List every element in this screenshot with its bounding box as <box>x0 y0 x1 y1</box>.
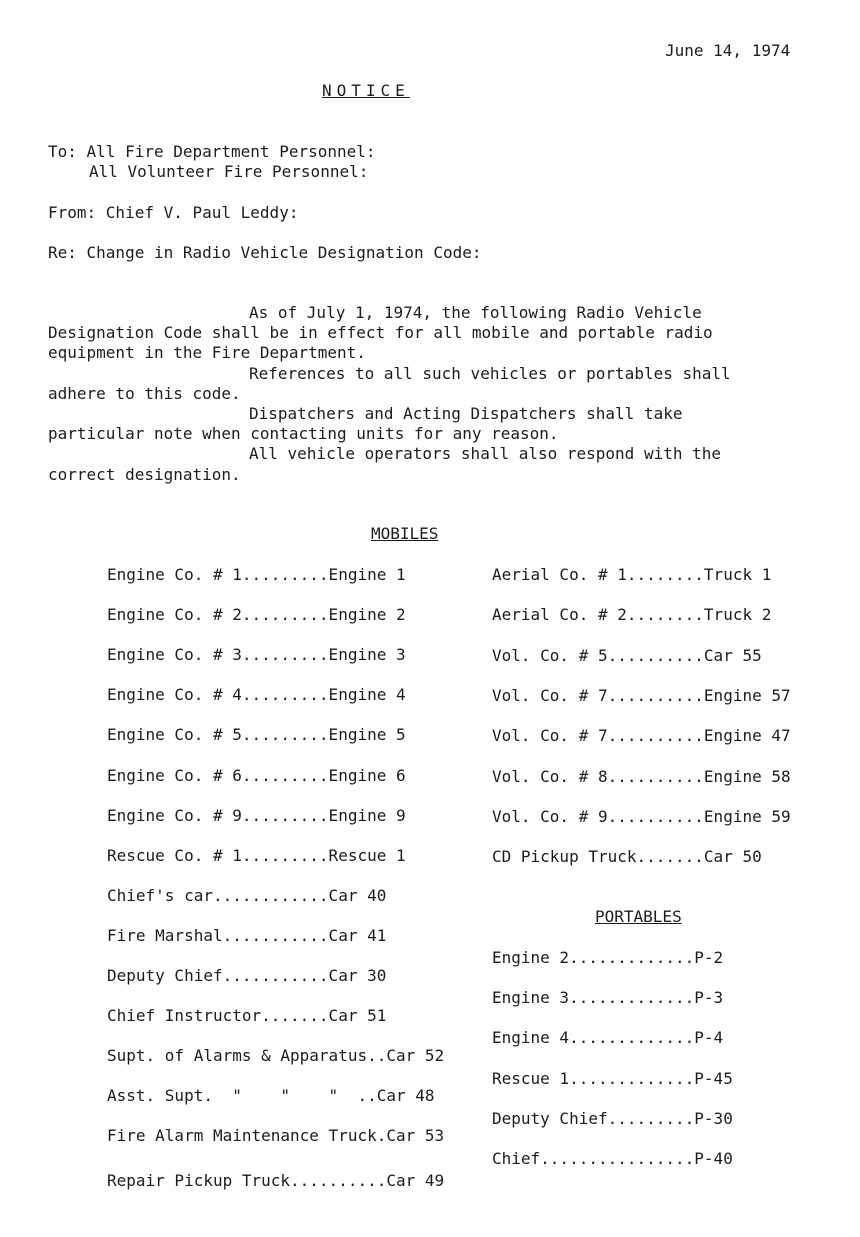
portable-entry: Engine 2.............P-2 <box>492 948 724 967</box>
body-line: Dispatchers and Acting Dispatchers shall take <box>249 404 683 423</box>
mobile-entry: Fire Alarm Maintenance Truck.Car 53 <box>107 1126 445 1146</box>
body-line: correct designation. <box>48 464 241 484</box>
body-line: References to all such vehicles or portables shall <box>249 363 731 383</box>
notice-title: NOTICE <box>322 81 410 100</box>
body-line: particular note when contacting units for any reason. <box>48 424 559 444</box>
mobile-entry: CD Pickup Truck.......Car 50 <box>492 847 762 867</box>
mobile-entry: Fire Marshal...........Car 41 <box>107 925 387 945</box>
mobile-entry: Aerial Co. # 1........Truck 1 <box>492 565 772 584</box>
mobile-entry: Engine Co. # 6.........Engine 6 <box>107 765 406 785</box>
to-line-2: All Volunteer Fire Personnel: <box>89 162 369 181</box>
mobile-entry: Chief's car............Car 40 <box>107 885 387 905</box>
portable-entry: Rescue 1.............P-45 <box>492 1068 733 1088</box>
to-line-1: To: All Fire Department Personnel: <box>48 142 376 161</box>
mobile-entry: Repair Pickup Truck..........Car 49 <box>107 1171 445 1190</box>
portable-entry: Chief................P-40 <box>492 1149 733 1168</box>
portable-entry: Engine 4.............P-4 <box>492 1028 724 1048</box>
portables-heading: PORTABLES <box>595 907 682 926</box>
mobile-entry: Supt. of Alarms & Apparatus..Car 52 <box>107 1046 445 1066</box>
mobile-entry: Rescue Co. # 1.........Rescue 1 <box>107 845 406 865</box>
mobile-entry: Engine Co. # 5.........Engine 5 <box>107 725 406 745</box>
mobile-entry: Aerial Co. # 2........Truck 2 <box>492 605 772 625</box>
portable-entry: Deputy Chief.........P-30 <box>492 1108 733 1128</box>
body-line: All vehicle operators shall also respond with the <box>249 444 722 464</box>
re-line: Re: Change in Radio Vehicle Designation Code: <box>48 243 482 262</box>
mobile-entry: Engine Co. # 9.........Engine 9 <box>107 805 406 825</box>
mobile-entry: Vol. Co. # 7..........Engine 47 <box>492 726 791 746</box>
mobile-entry: Vol. Co. # 9..........Engine 59 <box>492 806 791 826</box>
mobile-entry: Vol. Co. # 5..........Car 55 <box>492 645 762 665</box>
mobile-entry: Deputy Chief...........Car 30 <box>107 966 387 985</box>
mobile-entry: Engine Co. # 3.........Engine 3 <box>107 645 406 665</box>
mobile-entry: Engine Co. # 4.........Engine 4 <box>107 685 406 705</box>
from-line: From: Chief V. Paul Leddy: <box>48 203 299 222</box>
body-line: adhere to this code. <box>48 383 241 403</box>
portable-entry: Engine 3.............P-3 <box>492 988 724 1008</box>
mobile-entry: Asst. Supt. " " " ..Car 48 <box>107 1086 435 1106</box>
mobile-entry: Chief Instructor.......Car 51 <box>107 1006 387 1026</box>
body-line: equipment in the Fire Department. <box>48 343 366 363</box>
body-line: Designation Code shall be in effect for all mobile and portable radio <box>48 323 713 343</box>
mobile-entry: Vol. Co. # 7..........Engine 57 <box>492 685 791 705</box>
mobiles-heading: MOBILES <box>371 524 439 543</box>
mobile-entry: Engine Co. # 2.........Engine 2 <box>107 605 406 625</box>
body-line: As of July 1, 1974, the following Radio Vehicle <box>249 303 702 322</box>
date-line: June 14, 1974 <box>665 41 791 60</box>
mobile-entry: Vol. Co. # 8..........Engine 58 <box>492 766 791 786</box>
mobile-entry: Engine Co. # 1.........Engine 1 <box>107 565 406 584</box>
